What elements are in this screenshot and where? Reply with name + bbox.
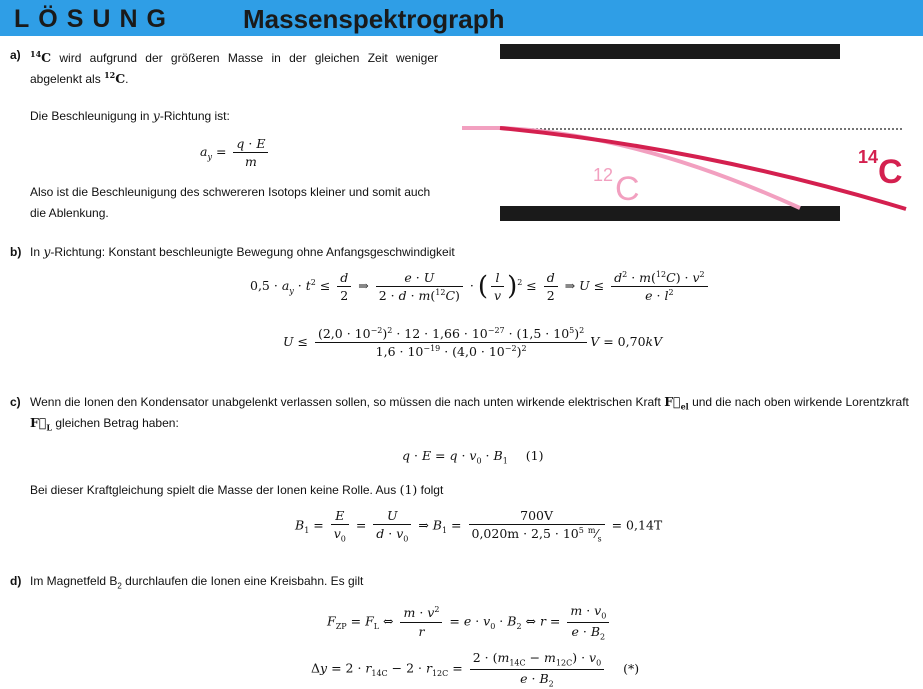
b-text-pre: In [30,245,41,259]
a-intro-post: -Richtung ist: [159,109,230,123]
label-14c-mass: 14 [858,147,879,167]
equation-number-1: (1) [525,448,544,463]
section-a-conclusion2: die Ablenkung. [30,206,109,220]
section-b-text [30,244,455,260]
equation-c1: $q \cdot E = q \cdot v_0 \cdot B_1$ (1) [402,448,544,466]
c-note-ref: (1) [399,482,418,497]
label-12c-mass: 12 [593,165,614,185]
c-line1-pre: Wenn die Ionen den Kondensator unabgelenkt verlassen sollen, so müssen die nach unten wirkende elektrischen Kraft [30,395,661,409]
deflection-figure [455,38,923,228]
equation-ay: $a_y$ = $\frac{q \cdot E}{m}$ [200,136,271,169]
iso12-mass: 12 [104,70,116,80]
label-14c-el: C [878,153,903,191]
header-bar [0,0,923,36]
equation-c2: $B_1$ = $\frac{E}{v_0}$ = $\frac{U}{d \cdot v_0}$ ⇒ $B_1$ = $\frac{700V}{0,020m \cdot 2,5 \cdot 10^5 ^m⁄_s}$ = 0,14T [295,508,663,544]
a-line2-text: abgelenkt als [30,72,101,87]
b-text-post: -Richtung: Konstant beschleunigte Bewegung ohne Anfangsgeschwindigkeit [50,245,455,259]
c-note-pre: Bei dieser Kraftgleichung spielt die Masse der Ionen keine Rolle. Aus [30,483,397,497]
page-title: Massenspektrograph [243,4,505,34]
lower-plate [500,206,840,221]
section-a-label: a) [10,48,21,62]
equation-star: (*) [623,660,640,676]
iso12-el: C [115,71,126,87]
equation-b1: $0,5 \cdot a_y \cdot t^2$ ≤ $\frac{d}{2}$ ⇒ $\frac{e \cdot U}{2 \cdot d \cdot m(^{12}C)}$ · ( $\frac{l}{v}$ )$^2$ ≤ $\frac{d}{2}$ ⇒ U ≤ $\frac{d^2 \cdot m(^{12}C) \cdot v^2}{e \cdot l^2}$ [250,270,711,303]
d-text-pre: Im Magnetfeld B [30,574,118,588]
a-intro-var: y [152,108,160,123]
c-line1-mid: und die nach oben wirkende Lorentzkraft [692,395,909,409]
a-intro-pre: Die Beschleunigung in [30,109,150,123]
section-d-text [30,573,363,594]
section-a-conclusion1: Also ist die Beschleunigung des schwereren Isotops kleiner und somit auch [30,185,431,199]
d-text-post: durchlaufen die Ionen eine Kreisbahn. Es gilt [125,574,364,588]
section-d-label: d) [10,574,22,588]
b-text-var: y [43,244,51,259]
label-12c-el: C [615,170,640,208]
upper-plate [500,44,840,59]
section-a-intro [30,108,230,124]
section-c-label: c) [10,395,21,409]
section-a-line2: abgelenkt als $^{12}$C. [30,70,129,87]
iso14-mass: 14 [30,49,42,59]
equation-d1: $F_{ZP} = F_L$ ⇔ $\frac{m \cdot v^2}{r}$ = $e \cdot v_0 \cdot B_2$ ⇔ r = $\frac{m \cdot v_0}{e \cdot B_2}$ [327,603,612,641]
c-line2-text: gleichen Betrag haben: [55,416,179,430]
section-c-note [30,482,443,498]
d-text-sub: 2 [117,581,122,591]
iso14-el: C [41,50,52,66]
equation-d2: $\Delta y = 2 \cdot r_{14C} - 2 \cdot r_{12C}$ = $\frac{2 \cdot (m_{14C} - m_{12C}) \cdot v_0}{e \cdot B_2}$ (*) [311,650,640,688]
equation-b2: U ≤ $\frac{(2,0 \cdot 10^{-2})^2 \cdot 12 \cdot 1,66 \cdot 10^{-27} \cdot (1,5 \cdot 10^5)^2}{1,6 \cdot 10^{-19} \cdot (4,0 \cdot 10^{-2})^2}$ V = 0,70kV [283,326,663,360]
section-c-line2: $F⃗_L$ gleichen Betrag haben: [30,415,179,433]
section-a-line1 [30,46,438,66]
solution-label: LÖSUNG [14,5,175,33]
section-c-line1: Wenn die Ionen den Kondensator unabgelenkt verlassen sollen, so müssen die nach unten wirkende elektrischen Kraft $F⃗_{el}$ und die nach oben wirkende Lorentzkraft [30,394,909,412]
c-note-post: folgt [420,483,444,497]
section-b-label: b) [10,245,22,259]
a-line1-text: wird aufgrund der größeren Masse in der gleichen Zeit weniger [59,51,438,66]
